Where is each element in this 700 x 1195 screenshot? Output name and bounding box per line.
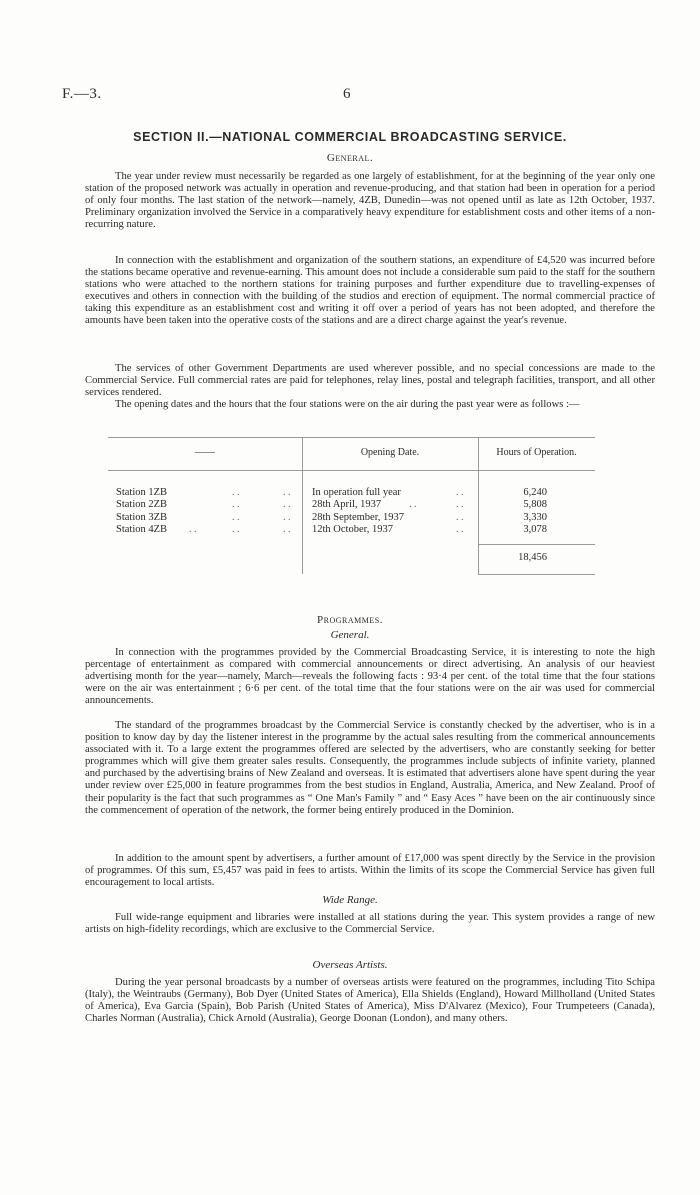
table-row-station: Station 3ZB — [116, 512, 168, 523]
programmes-paragraph-3: In addition to the amount spent by advertisers, a further amount of £17,000 was spent directly by the Service in the provision of programmes. Of this sum, £5,457 was paid in fees to artists. Within the limits of its scope the Commercial Service has given full encouragement to local artists. — [85, 853, 655, 889]
table-top-rule — [108, 437, 595, 438]
general-heading: General. — [326, 152, 374, 164]
leader-dots: . . — [409, 499, 417, 510]
overseas-artists-heading: Overseas Artists. — [312, 959, 388, 971]
page-number: 6 — [343, 86, 351, 102]
leader-dots: . . — [232, 512, 240, 523]
section-title: SECTION II.—NATIONAL COMMERCIAL BROADCASTING SERVICE. — [133, 130, 567, 144]
table-header-rule — [108, 470, 595, 471]
leader-dots: . . — [283, 487, 291, 498]
leader-dots: . . — [232, 487, 240, 498]
programmes-paragraph-1: In connection with the programmes provided by the Commercial Broadcasting Service, it is interesting to note the high percentage of entertainment as compared with commercial announcements or direct advertising. An analysis of our heaviest advertising month for the year—namely, March—reveals the following facts : 93·4 per cent. of the total time that the four stations were on the air was entertainment ; 6·6 per cent. of the total time that the four stations were on the air was used for commercial announcements. — [85, 647, 655, 707]
table-row-station: Station 2ZB — [116, 499, 168, 510]
leader-dots: . . — [456, 524, 464, 535]
table-row-hours: 6,240 — [523, 487, 547, 498]
document-reference: F.—3. — [62, 86, 102, 102]
overseas-artists-paragraph: During the year personal broadcasts by a number of overseas artists were featured on the programmes, including Tito Schipa (Italy), the Weintraubs (Germany), Bob Dyer (United States of America), Ella Shields (England), Howard Millholland (United States of America), Eva Garcia (Spain), Bob Parish (United States of America), Miss D'Alvarez (Mexico), Four Trumpeteers (Canada), Charles Norman (Australia), Chick Arnold (Australia), George Doonan (London), and many others. — [85, 977, 655, 1025]
table-row-hours: 5,808 — [523, 499, 547, 510]
programmes-subheading: General. — [330, 629, 370, 641]
general-paragraph-1: The year under review must necessarily be regarded as one largely of establishment, for at the beginning of the year only one station of the proposed network was actually in operation and revenue-producing, and that station had been in operation for a period of only four months. The last station of the network—namely, 4ZB, Dunedin—was not opened until as late as 12th October, 1937. Preliminary organization involved the Service in a comparatively heavy expenditure for establishment costs and other items of a non-recurring nature. — [85, 171, 655, 231]
general-paragraph-2: In connection with the establishment and organization of the southern stations, an expenditure of £4,520 was incurred before the stations became operative and revenue-earning. This amount does not include a considerable sum paid to the staff for the southern stations who were attached to the northern stations for training purposes and further expenditure due to travelling-expenses of executives and others in connection with the building of the studios and erection of equipment. The normal commercial practice of taking this expenditure as an establishment cost and writing it off over a period of years has not been adopted, and therefore the amounts have been taken into the operative costs of the stations and are a direct charge against the year's revenue. — [85, 255, 655, 327]
table-row-hours: 3,330 — [523, 512, 547, 523]
table-total-hours: 18,456 — [518, 552, 547, 563]
table-row-station: Station 1ZB — [116, 487, 168, 498]
leader-dots: . . — [283, 499, 291, 510]
column-header-hours: Hours of Operation. — [496, 447, 577, 458]
total-rule-bottom — [478, 574, 595, 575]
leader-dots: . . — [456, 512, 464, 523]
table-row-date: In operation full year — [312, 487, 401, 498]
table-row-date: 12th October, 1937 — [312, 524, 393, 535]
leader-dots: . . — [283, 524, 291, 535]
table-row-date: 28th September, 1937 — [312, 512, 405, 523]
column-header-opening-date: Opening Date. — [360, 447, 420, 458]
total-rule-top — [478, 544, 595, 545]
leader-dots: . . — [456, 487, 464, 498]
table-row-station: Station 4ZB — [116, 524, 168, 535]
general-paragraph-3: The services of other Government Departments are used wherever possible, and no special concessions are made to the Commercial Service. Full commercial rates are paid for telephones, relay lines, postal and telegraph facilities, transport, and all other services rendered. — [85, 363, 655, 399]
leader-dots: . . — [232, 499, 240, 510]
table-row-hours: 3,078 — [523, 524, 547, 535]
table-body-divider-2 — [478, 470, 479, 574]
table-row-date: 28th April, 1937 — [312, 499, 382, 510]
table-body-divider-1 — [302, 470, 303, 574]
general-paragraph-4: The opening dates and the hours that the four stations were on the air during the past year were as follows :— — [115, 399, 580, 410]
leader-dots: . . — [232, 524, 240, 535]
programmes-paragraph-2: The standard of the programmes broadcast by the Commercial Service is constantly checked by the advertiser, who is in a position to know day by day the listener interest in the programme by the actual sales resulting from the commerical announcements associated with it. To a large extent the programmes offered are selected by the advertisers, who are constantly seeking for better programmes which will give them greater sales results. Consequently, the programmes include subjects of infinite variety, planned and purchased by the advertising brains of New Zealand and overseas. It is estimated that advertisers alone have spent during the year under review over £25,000 in feature programmes from the best studios in England, Australia, America, and New Zealand. Proof of their popularity is the fact that such programmes as “ One Man's Family ” and “ Easy Aces ” have been on the air continuously since the commencement of operation of the network, the former being entirely produced in the Dominion. — [85, 720, 655, 816]
wide-range-heading: Wide Range. — [322, 894, 378, 906]
wide-range-paragraph: Full wide-range equipment and libraries were installed at all stations during the year. This system provides a range of new artists on high-fidelity recordings, which are exclusive to the Commercial Service. — [85, 912, 655, 936]
programmes-heading: Programmes. — [317, 614, 383, 626]
leader-dots: . . — [456, 499, 464, 510]
column-header-station: —— — [195, 447, 215, 458]
leader-dots: . . — [283, 512, 291, 523]
leader-dots: . . — [189, 524, 197, 535]
